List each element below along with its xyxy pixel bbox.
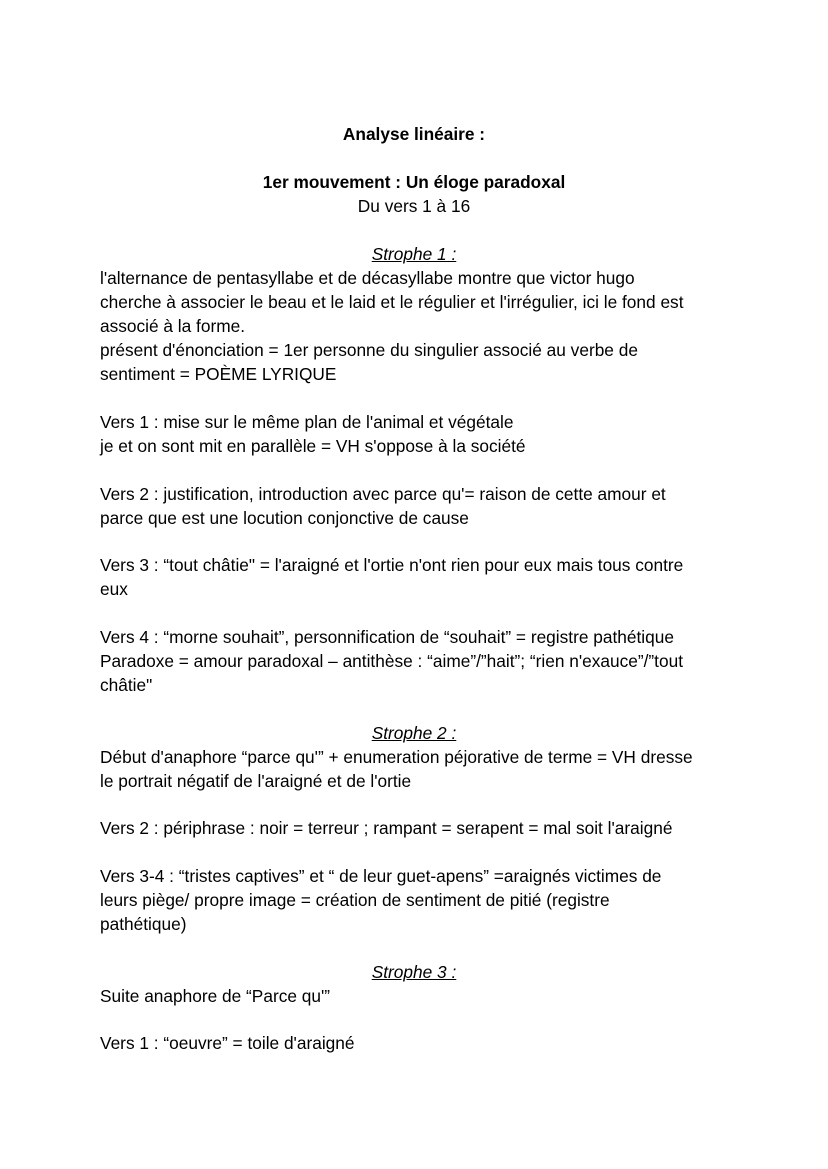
movement-range: Du vers 1 à 16 (357, 196, 471, 216)
text-line: sentiment = POÈME LYRIQUE (100, 364, 337, 384)
text-line: Vers 2 : justification, introduction avec parce qu'= raison de cette amour et (100, 484, 666, 504)
text-line: Vers 1 : “oeuvre” = toile d'araigné (100, 1033, 355, 1053)
text-line: Vers 1 : mise sur le même plan de l'animal et végétale (100, 412, 514, 432)
text-line: Vers 3 : “tout châtie" = l'araigné et l'ortie n'ont rien pour eux mais tous contre (100, 555, 684, 575)
text-line: l'alternance de pentasyllabe et de décasyllabe montre que victor hugo (100, 268, 635, 288)
text-line: Suite anaphore de “Parce qu'” (100, 986, 331, 1006)
text-line: Paradoxe = amour paradoxal – antithèse : “aime”/”hait”; “rien n'exauce”/”tout (100, 651, 683, 671)
text-line: eux (100, 579, 128, 599)
text-line: Vers 3-4 : “tristes captives” et “ de leur guet-apens” =araignés victimes de (100, 866, 662, 886)
strophe-2-heading: Strophe 2 : (371, 723, 457, 743)
text-line: leurs piège/ propre image = création de sentiment de pitié (registre (100, 890, 610, 910)
text-line: pathétique) (100, 914, 187, 934)
text-line: cherche à associer le beau et le laid et le régulier et l'irrégulier, ici le fond est (100, 292, 684, 312)
text-line: parce que est une locution conjonctive de cause (100, 508, 469, 528)
text-line: Vers 4 : “morne souhait”, personnification de “souhait” = registre pathétique (100, 627, 674, 647)
text-line: le portrait négatif de l'araigné et de l'ortie (100, 771, 412, 791)
text-line: Début d'anaphore “parce qu'” + enumeration péjorative de terme = VH dresse (100, 747, 693, 767)
text-line: associé à la forme. (100, 316, 246, 336)
text-line: présent d'énonciation = 1er personne du singulier associé au verbe de (100, 340, 638, 360)
text-line: châtie" (100, 675, 153, 695)
document-title: Analyse linéaire : (342, 124, 486, 144)
strophe-3-heading: Strophe 3 : (371, 962, 457, 982)
text-line: je et on sont mit en parallèle = VH s'oppose à la société (100, 436, 526, 456)
strophe-1-heading: Strophe 1 : (371, 244, 457, 264)
text-line: Vers 2 : périphrase : noir = terreur ; rampant = serapent = mal soit l'araigné (100, 818, 673, 838)
movement-heading: 1er mouvement : Un éloge paradoxal (262, 172, 566, 192)
